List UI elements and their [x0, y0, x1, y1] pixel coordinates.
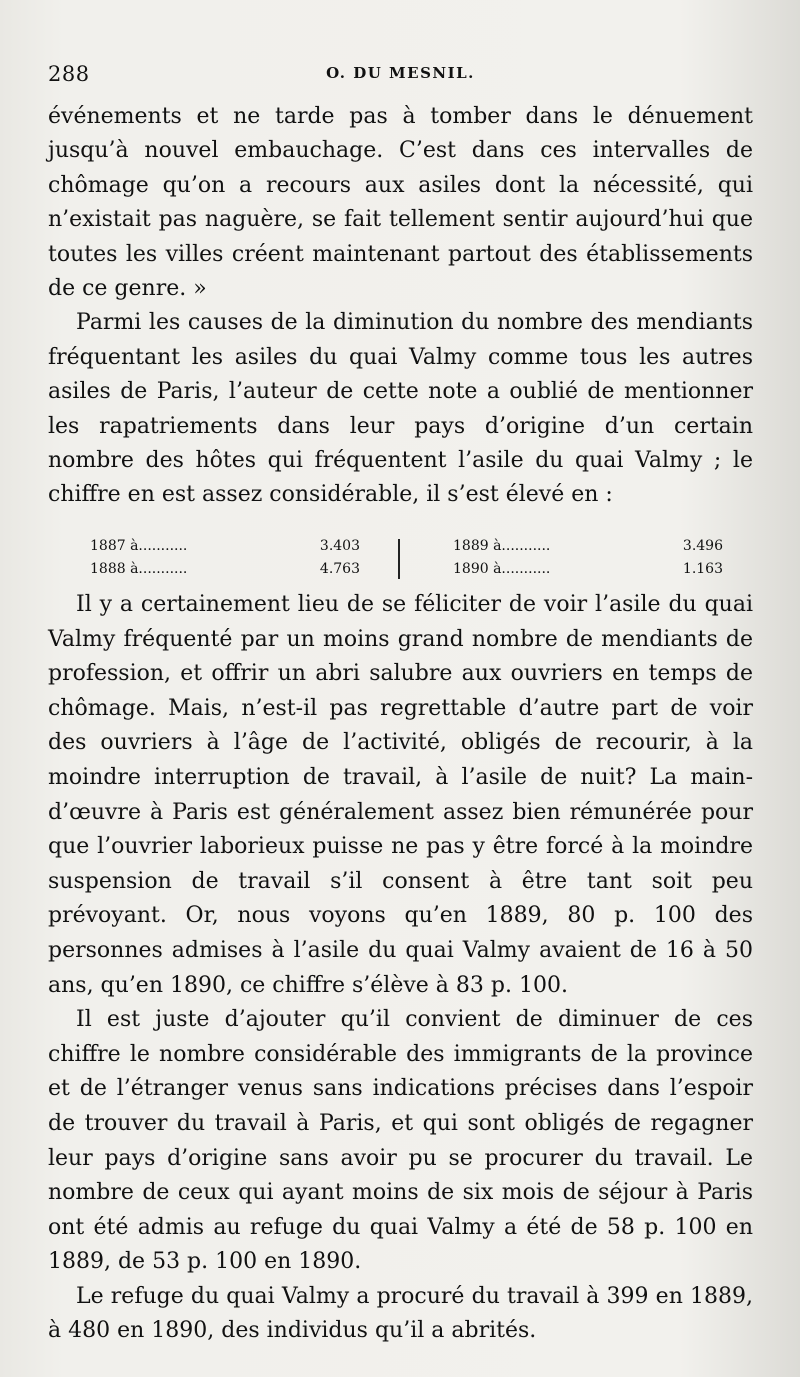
text-block-top: [48, 100, 753, 513]
paragraph: Il est juste d’ajouter qu’il convient de diminuer de ces chiffre le nombre considérable des immigrants de la province et de l’étranger venus sans indications précises dans l’espoir de trouver du travail à Paris, et qui sont obligés de regagner leur pays d’origine sans avoir pu se procurer du travail. Le nombre de ceux qui ayant moins de six mois de séjour à Paris ont été admis au refuge du quai Valmy a été de 58 p. 100 en 1889, de 53 p. 100 en 1890.: [48, 1007, 753, 1275]
text-block-bottom: [48, 588, 753, 1349]
stats-column-right: [453, 535, 723, 581]
paragraph-continuation: événements et ne tarde pas à tomber dans le dénuement jusqu’à nouvel embauchage. C’est dans ces intervalles de chômage qu’on a recours aux asiles dont la nécessité, qui n’existait pas naguère, se fait tellement sentir aujourd’hui que toutes les villes créent maintenant partout des établissements de ce genre. »: [48, 104, 753, 302]
stats-column-left: [90, 535, 360, 581]
stats-year: 1887 à...........: [90, 538, 188, 554]
stats-value: 4.763: [319, 561, 360, 577]
stats-row: [453, 535, 723, 558]
stats-row: [453, 558, 723, 581]
paragraph: Le refuge du quai Valmy a procuré du travail à 399 en 1889, à 480 en 1890, des individus qu’il a abrités.: [48, 1283, 753, 1344]
stats-year: 1890 à...........: [453, 561, 551, 577]
repatriation-stats-table: [90, 535, 730, 583]
page-number: 288: [48, 62, 90, 86]
stats-row: [90, 535, 360, 558]
column-divider: [398, 539, 400, 579]
stats-value: 3.496: [682, 538, 723, 554]
running-head: O. DU MESNIL.: [326, 64, 475, 82]
paragraph: Il y a certainement lieu de se féliciter de voir l’asile du quai Valmy fréquenté par un moins grand nombre de mendiants de profession, et offrir un abri salubre aux ouvriers en temps de chômage. Mais, n’est-il pas regrettable d’autre part de voir des ouvriers à l’âge de l’activité, obligés de recourir, à la moindre interruption de travail, à l’asile de nuit? La main-d’œuvre à Paris est généralement assez bien rémunérée pour que l’ouvrier laborieux puisse ne pas y être forcé à la moindre suspension de travail s’il consent à être tant soit peu prévoyant. Or, nous voyons qu’en 1889, 80 p. 100 des personnes admises à l’asile du quai Valmy avaient de 16 à 50 ans, qu’en 1890, ce chiffre s’élève à 83 p. 100.: [48, 592, 753, 998]
page-header: [48, 62, 753, 92]
stats-value: 1.163: [682, 561, 723, 577]
stats-row: [90, 558, 360, 581]
stats-year: 1888 à...........: [90, 561, 188, 577]
stats-year: 1889 à...........: [453, 538, 551, 554]
stats-value: 3.403: [319, 538, 360, 554]
paragraph: Parmi les causes de la diminution du nombre des mendiants fréquentant les asiles du quai Valmy comme tous les autres asiles de Paris, l’auteur de cette note a oublié de mentionner les rapatriements dans leur pays d’origine d’un certain nombre des hôtes qui fréquentent l’asile du quai Valmy ; le chiffre en est assez considérable, il s’est élevé en :: [48, 310, 753, 508]
